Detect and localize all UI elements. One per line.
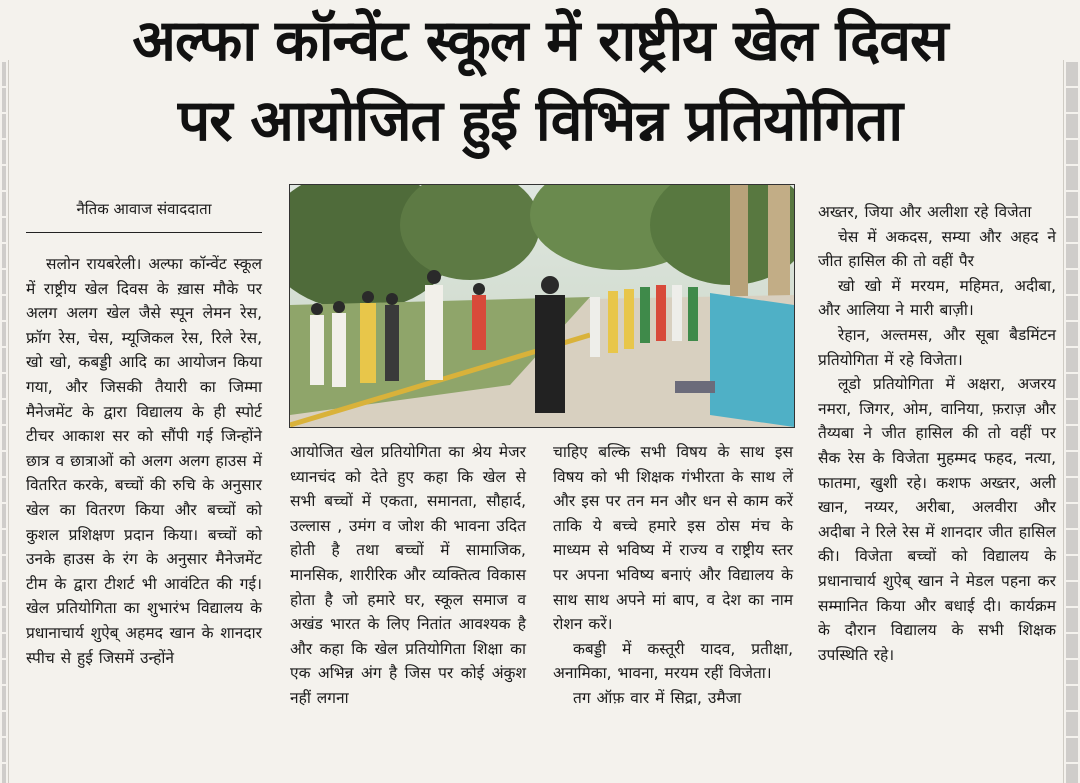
byline: नैतिक आवाज संवाददाता bbox=[76, 200, 212, 218]
article-column-4 bbox=[818, 200, 1056, 667]
paragraph: कबड्डी में कस्तूरी यादव, प्रतीक्षा, अनामिका, भावना, मरयम रहीं विजेता। bbox=[553, 639, 793, 683]
headline-line-2: पर आयोजित हुई विभिन्न प्रतियोगिता bbox=[177, 88, 903, 154]
article-column-1 bbox=[26, 252, 262, 670]
paragraph: आयोजित खेल प्रतियोगिता का श्रेय मेजर ध्यानचंद को देते हुए कहा कि खेल से सभी बच्चों में एकता, समानता, सौहार्द, उल्लास , उमंग व जोश की भावना उदित होती है तथा बच्चों में सामाजिक, मानसिक, शारीरिक और व्यक्तित्व विकास होता है जो हमारे घर, स्कूल समाज व अखंड भारत के लिए नितांत आवश्यक है और कहा कि खेल प्रतियोगिता शिक्षा का एक अभिन्न अंग है जिस पर कोई अंकुश नहीं लगना bbox=[290, 443, 526, 707]
paragraph: चेस में अकदस, सम्या और अहद ने जीत हासिल की तो वहीं पैर bbox=[818, 227, 1056, 271]
paragraph: तग ऑफ़ वार में सिद्रा, उमैजा bbox=[573, 688, 742, 707]
paragraph: चाहिए बल्कि सभी विषय के साथ इस विषय को भी शिक्षक गंभीरता के साथ लें और इस पर तन मन और धन से काम करें ताकि ये बच्चे हमारे इस ठोस मंच के माध्यम से भविष्य में राज्य व राष्ट्रीय स्तर पर अपना भविष्य बनाएं और विद्यालय के साथ साथ अपने मां बाप, व देश का नाम रोशन करें। bbox=[553, 443, 793, 634]
article-column-2 bbox=[290, 440, 526, 711]
paragraph: खो खो में मरयम, महिमत, अदीबा, और आलिया ने मारी बाज़ी। bbox=[818, 276, 1056, 320]
event-photo bbox=[289, 184, 795, 428]
headline-line-1: अल्फा कॉन्वेंट स्कूल में राष्ट्रीय खेल दिवस bbox=[132, 8, 948, 74]
right-page-edge bbox=[1063, 60, 1080, 783]
byline-divider bbox=[26, 232, 262, 233]
paragraph: अख्तर, जिया और अलीशा रहे विजेता bbox=[818, 203, 1032, 221]
article-column-3 bbox=[553, 440, 793, 711]
paragraph: सलोन रायबरेली। अल्फा कॉन्वेंट स्कूल में राष्ट्रीय खेल दिवस के ख़ास मौके पर अलग अलग खेल जैसे स्पून लेमन रेस, फ्रॉग रेस, चेस, म्यूजिकल रेस, रिले रेस, खो खो, कबड्डी आदि का आयोजन किया गया, और जिसकी तैयारी का जिम्मा मैनेजमेंट के द्वारा विद्यालय के ही स्पोर्ट टीचर आकाश सर को सौंपी गई जिन्होंने छात्र व छात्राओं को अलग अलग हाउस में वितरित करके, बच्चों की रुचि के अनुसार खेल का वितरण किया और बच्चों को कुशल प्रशिक्षण प्रदान किया। बच्चों को उनके हाउस के रंग के अनुसार मैनेजमेंट टीम के द्वारा टीशर्ट भी आवंटित की गई। खेल प्रतियोगिता का शुभारंभ विद्यालय के प्रधानाचार्य शुऐब् अहमद खान के शानदार स्पीच से हुई जिसमें उन्होंने bbox=[26, 255, 262, 667]
paragraph: रेहान, अल्तमस, और सूबा बैडमिंटन प्रतियोगिता में रहे विजेता। bbox=[818, 325, 1056, 369]
left-page-edge bbox=[0, 60, 9, 783]
paragraph: लूडो प्रतियोगिता में अक्षरा, अजरय नमरा, जिगर, ओम, वानिया, फ़राज़ और तैय्यबा ने जीत हासिल की तो वहीं पर सैक रेस के विजेता मुहम्मद फहद, नत्या, फातमा, खुशी रहे। कशफ अख्तर, अली खान, नय्यर, अरीबा, अलवीरा और अदीबा ने रिले रेस में शानदार जीत हासिल की। विजेता बच्चों को विद्यालय के प्रधानाचार्य शुऐब् खान ने मेडल पहना कर सम्मानित किया और बधाई दी। कार्यक्रम के दौरान विद्यालय के सभी शिक्षक उपस्थिति रहे। bbox=[818, 375, 1056, 664]
photo-illustration bbox=[290, 185, 794, 427]
